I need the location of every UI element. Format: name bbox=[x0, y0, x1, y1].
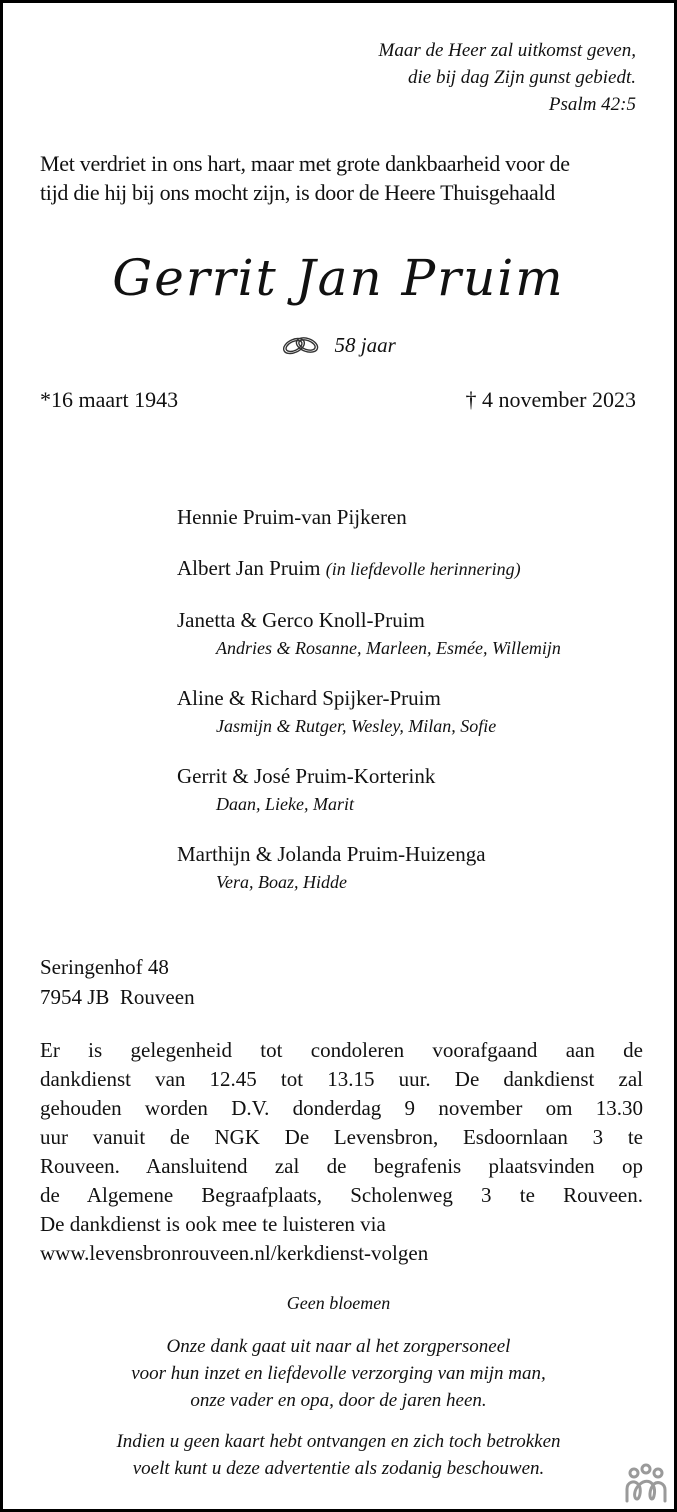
service-details bbox=[40, 1036, 643, 1268]
service-line: Er is gelegenheid tot condoleren voorafgaand aan de bbox=[40, 1038, 643, 1062]
family-list bbox=[177, 503, 657, 918]
closing-line: voelt kunt u deze advertentie als zodanig beschouwen. bbox=[132, 1458, 545, 1479]
address-street: Seringenhof 48 bbox=[40, 955, 169, 979]
thanks-line: Onze dank gaat uit naar al het zorgpersoneel bbox=[166, 1336, 511, 1357]
service-line: uur vanuit de NGK De Levensbron, Esdoornlaan 3 te bbox=[40, 1125, 643, 1149]
bible-verse bbox=[379, 37, 637, 118]
family-names bbox=[177, 554, 657, 584]
people-group-icon bbox=[624, 1463, 668, 1503]
family-name: Albert Jan Pruim bbox=[177, 556, 321, 580]
thanks-note bbox=[3, 1333, 674, 1414]
service-line: De dankdienst is ook mee te luisteren via bbox=[40, 1212, 386, 1236]
wedding-rings-icon bbox=[281, 333, 334, 357]
intro-line: Met verdriet in ons hart, maar met grote dankbaarheid voor de bbox=[40, 151, 570, 176]
family-note: (in liefdevolle herinnering) bbox=[325, 559, 521, 579]
married-duration bbox=[3, 331, 674, 359]
family-entry bbox=[177, 684, 657, 740]
birth-date: *16 maart 1943 bbox=[40, 387, 179, 412]
verse-line: Maar de Heer zal uitkomst geven, bbox=[378, 40, 636, 61]
deceased-name: Gerrit Jan Pruim bbox=[112, 249, 565, 307]
family-names: Gerrit & José Pruim-Korterink bbox=[177, 764, 436, 788]
thanks-line: voor hun inzet en liefdevolle verzorging van mijn man, bbox=[131, 1363, 546, 1384]
closing-line: Indien u geen kaart hebt ontvangen en zich toch betrokken bbox=[116, 1431, 561, 1452]
family-names: Marthijn & Jolanda Pruim-Huizenga bbox=[177, 842, 486, 866]
family-entry bbox=[177, 606, 657, 662]
grandchildren: Daan, Lieke, Marit bbox=[216, 794, 354, 814]
correspondence-address bbox=[40, 952, 195, 1012]
service-line: Rouveen. Aansluitend zal de begrafenis plaatsvinden op bbox=[40, 1154, 643, 1178]
family-entry bbox=[177, 503, 657, 532]
family-entry bbox=[177, 840, 657, 896]
thanks-line: onze vader en opa, door de jaren heen. bbox=[190, 1390, 487, 1411]
service-line: de Algemene Begraafplaats, Scholenweg 3 te Rouveen. bbox=[40, 1183, 643, 1207]
closing-note bbox=[3, 1428, 674, 1482]
no-flowers-note: Geen bloemen bbox=[286, 1293, 391, 1313]
verse-line: die bij dag Zijn gunst gebiedt. bbox=[408, 67, 636, 88]
grandchildren: Jasmijn & Rutger, Wesley, Milan, Sofie bbox=[216, 716, 497, 736]
grandchildren: Vera, Boaz, Hidde bbox=[216, 872, 347, 892]
family-names: Aline & Richard Spijker-Pruim bbox=[177, 686, 441, 710]
married-years: 58 jaar bbox=[334, 333, 396, 357]
family-entry bbox=[177, 762, 657, 818]
family-names: Janetta & Gerco Knoll-Pruim bbox=[177, 608, 425, 632]
service-line: gehouden worden D.V. donderdag 9 november om 13.30 bbox=[40, 1096, 643, 1120]
intro-line: tijd die hij bij ons mocht zijn, is door de Heere Thuisgehaald bbox=[40, 180, 555, 205]
grandchildren: Andries & Rosanne, Marleen, Esmée, Willemijn bbox=[216, 638, 561, 658]
service-line: dankdienst van 12.45 tot 13.15 uur. De dankdienst zal bbox=[40, 1067, 643, 1091]
address-postal-city: 7954 JB Rouveen bbox=[40, 985, 195, 1009]
family-entry bbox=[177, 554, 657, 584]
intro-text bbox=[40, 149, 645, 207]
family-names: Hennie Pruim-van Pijkeren bbox=[177, 505, 407, 529]
verse-reference: Psalm 42:5 bbox=[548, 94, 636, 115]
death-date: † 4 november 2023 bbox=[465, 387, 636, 412]
livestream-link[interactable]: www.levensbronrouveen.nl/kerkdienst-volgen bbox=[40, 1241, 429, 1265]
